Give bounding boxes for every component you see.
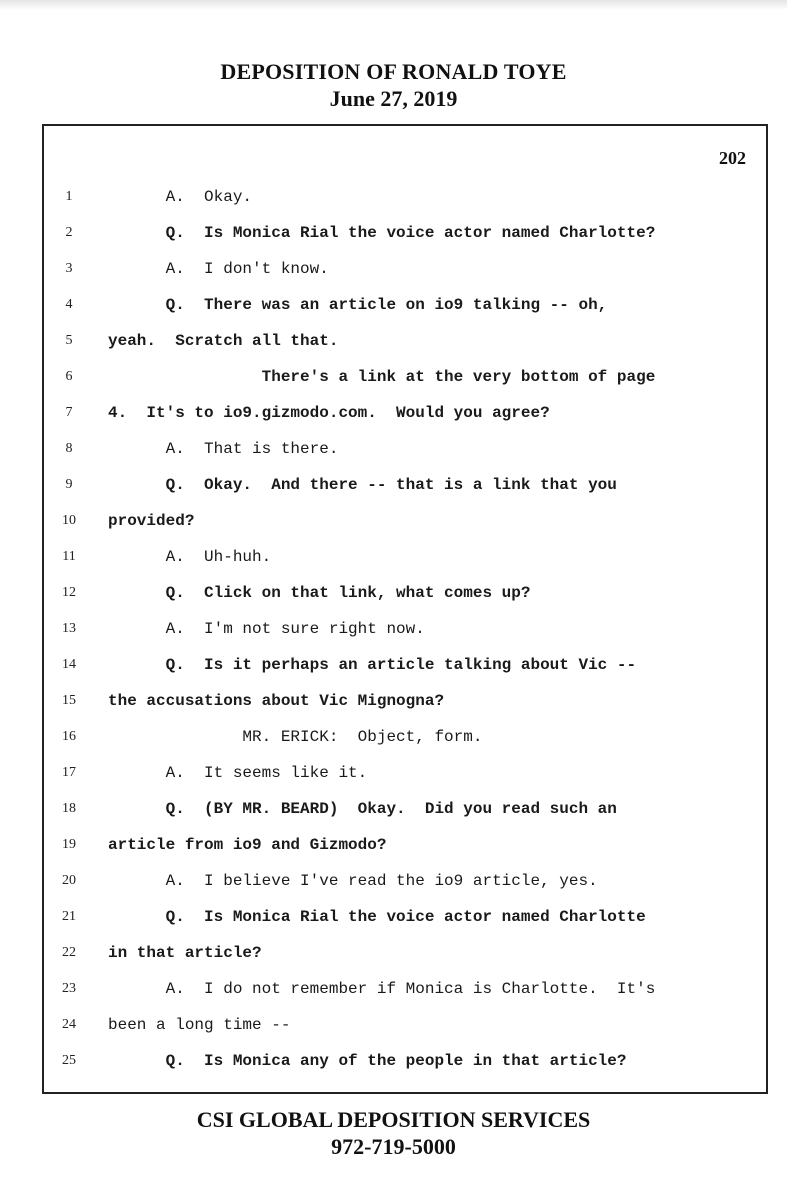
line-number: 5 [65,333,73,348]
line-text: Q. Okay. And there -- that is a link that you [108,476,617,494]
transcript-line [44,798,766,834]
transcript-line [44,510,766,546]
transcript-line [44,1050,766,1086]
deposition-footer [0,1106,787,1160]
line-number: 12 [62,585,76,600]
line-text: A. I don't know. [108,260,329,278]
line-text: There's a link at the very bottom of page [108,368,656,386]
line-text: A. I do not remember if Monica is Charlotte. It's [108,980,656,998]
transcript-line [44,726,766,762]
line-number: 14 [62,657,76,672]
line-text: 4. It's to io9.gizmodo.com. Would you agree? [108,404,550,422]
transcript-page-frame [42,124,768,1094]
transcript-line [44,942,766,978]
transcript-line [44,618,766,654]
line-number: 11 [62,549,76,564]
transcript-line [44,330,766,366]
transcript-line [44,654,766,690]
transcript-line [44,402,766,438]
line-number: 6 [65,369,73,384]
line-text: provided? [108,512,195,530]
line-number: 23 [62,981,76,996]
transcript-line [44,762,766,798]
line-text: A. It seems like it. [108,764,368,782]
transcript-line [44,834,766,870]
line-number: 17 [62,765,76,780]
line-text: Q. Is Monica Rial the voice actor named Charlotte [108,908,646,926]
line-text: yeah. Scratch all that. [108,332,339,350]
line-text: in that article? [108,944,262,962]
line-number: 10 [62,513,76,528]
deposition-title: DEPOSITION OF RONALD TOYE [220,59,567,84]
page-number: 202 [719,148,746,168]
line-number: 24 [62,1017,76,1032]
transcript-line [44,474,766,510]
line-text: the accusations about Vic Mignogna? [108,692,445,710]
line-number: 21 [62,909,76,924]
line-number: 18 [62,801,76,816]
transcript-line [44,366,766,402]
line-number: 15 [62,693,76,708]
line-number: 3 [65,261,73,276]
line-number: 13 [62,621,76,636]
line-number: 16 [62,729,76,744]
reporting-phone: 972-719-5000 [331,1134,456,1159]
line-number: 2 [65,225,73,240]
line-text: A. Okay. [108,188,253,206]
line-text: article from io9 and Gizmodo? [108,836,387,854]
transcript-line [44,186,766,222]
transcript-line [44,870,766,906]
transcript-line [44,906,766,942]
transcript-line [44,1014,766,1050]
transcript-line [44,438,766,474]
line-text: A. I believe I've read the io9 article, yes. [108,872,598,890]
line-number: 9 [65,477,73,492]
transcript-line [44,258,766,294]
line-number: 7 [65,405,73,420]
line-text: Q. There was an article on io9 talking -- oh, [108,296,608,314]
transcript-line [44,978,766,1014]
transcript-line [44,294,766,330]
transcript-line [44,690,766,726]
deposition-header [0,58,787,112]
top-edge-shadow [0,0,787,10]
transcript-line [44,222,766,258]
transcript-line [44,546,766,582]
line-number: 22 [62,945,76,960]
line-text: Q. Is Monica any of the people in that article? [108,1052,627,1070]
line-text: Q. Is Monica Rial the voice actor named Charlotte? [108,224,656,242]
line-number: 19 [62,837,76,852]
line-number: 25 [62,1053,76,1068]
line-text: Q. (BY MR. BEARD) Okay. Did you read such an [108,800,617,818]
reporting-company: CSI GLOBAL DEPOSITION SERVICES [196,1107,591,1132]
line-text: A. I'm not sure right now. [108,620,425,638]
line-text: A. That is there. [108,440,339,458]
line-number: 8 [65,441,73,456]
line-number: 20 [62,873,76,888]
line-text: Q. Click on that link, what comes up? [108,584,531,602]
line-text: Q. Is it perhaps an article talking about Vic -- [108,656,637,674]
line-text: been a long time -- [108,1016,291,1034]
line-number: 4 [65,297,73,312]
transcript-line [44,582,766,618]
deposition-date: June 27, 2019 [329,86,458,111]
line-number: 1 [65,189,73,204]
line-text: A. Uh-huh. [108,548,272,566]
line-text: MR. ERICK: Object, form. [108,728,483,746]
